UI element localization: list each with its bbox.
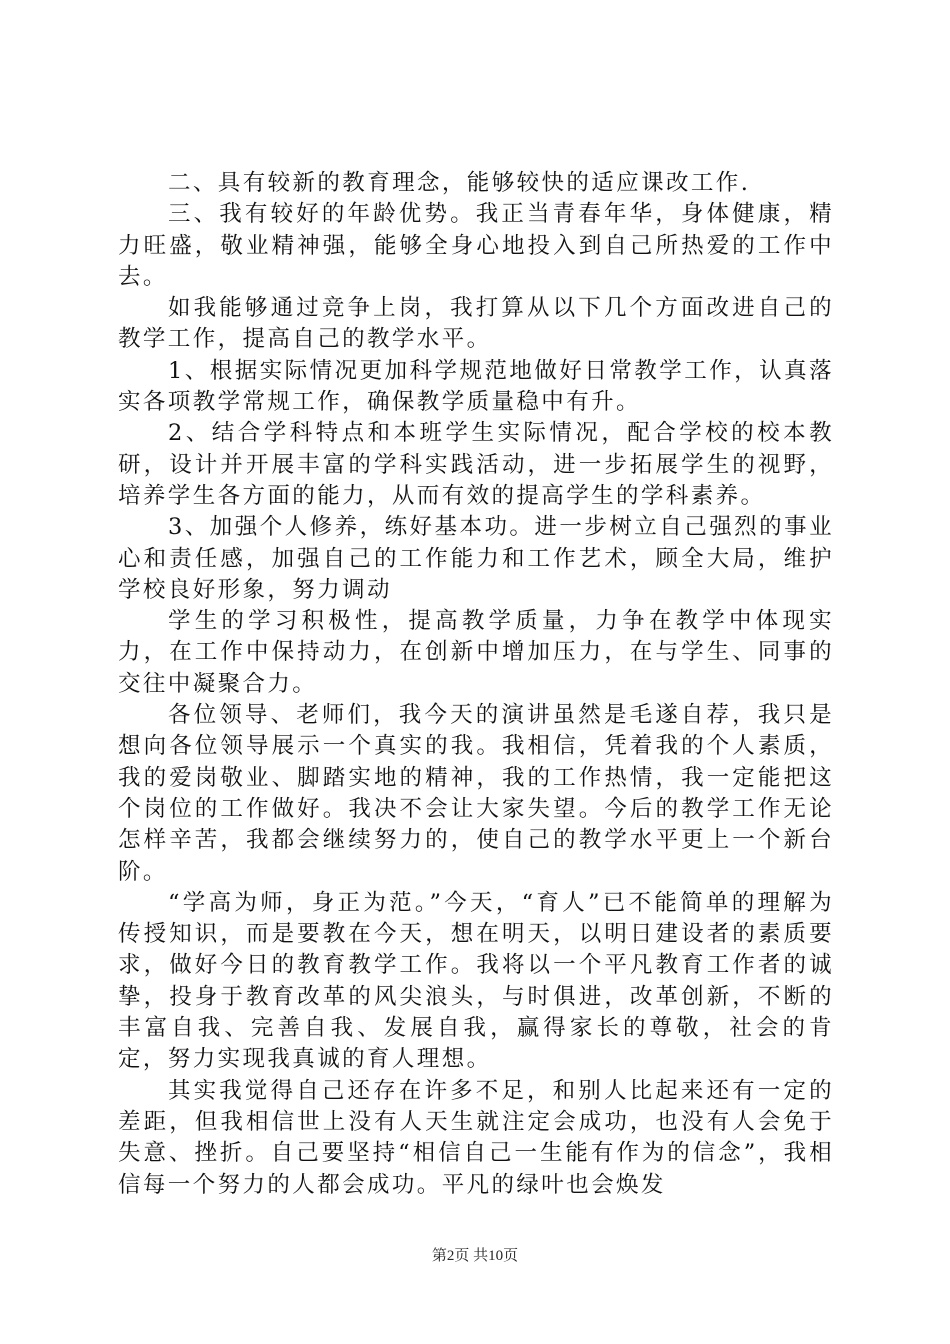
paragraph: 其实我觉得自己还存在许多不足，和别人比起来还有一定的差距，但我相信世上没有人天生就注定会成功，也没有人会免于失意、挫折。自己要坚持“相信自己一生能有作为的信念”，我相信每一个努力的人都会成功。平凡的绿叶也会焕发 xyxy=(118,1077,834,1198)
paragraph: 如我能够通过竞争上岗，我打算从以下几个方面改进自己的教学工作，提高自己的教学水平。 xyxy=(118,295,834,353)
paragraph: 二、具有较新的教育理念，能够较快的适应课改工作. xyxy=(168,170,751,196)
paragraph: “学高为师，身正为范。”今天，“育人”已不能简单的理解为传授知识，而是要教在今天，想在明天，以明日建设者的素质要求，做好今日的教育教学工作。我将以一个平凡教育工作者的诚挚，投身于教育改革的风尖浪头，与时俱进，改革创新，不断的丰富自我、完善自我、发展自我，赢得家长的尊敬，社会的肯定，努力实现我真诚的育人理想。 xyxy=(118,889,834,1073)
paragraph: 三、我有较好的年龄优势。我正当青春年华，身体健康，精力旺盛，敬业精神强，能够全身心地投入到自己所热爱的工作中去。 xyxy=(118,201,834,290)
paragraph: 3、加强个人修养，练好基本功。进一步树立自己强烈的事业心和责任感，加强自己的工作能力和工作艺术，顾全大局，维护学校良好形象，努力调动 xyxy=(118,514,834,603)
paragraph: 1、根据实际情况更加科学规范地做好日常教学工作，认真落实各项教学常规工作，确保教学质量稳中有升。 xyxy=(118,357,834,416)
paragraph: 各位领导、老师们，我今天的演讲虽然是毛遂自荐，我只是想向各位领导展示一个真实的我。我相信，凭着我的个人素质，我的爱岗敬业、脚踏实地的精神，我的工作热情，我一定能把这个岗位的工作做好。我决不会让大家失望。今后的教学工作无论怎样辛苦，我都会继续努力的，使自己的教学水平更上一个新台阶。 xyxy=(118,702,834,885)
paragraph: 2、结合学科特点和本班学生实际情况，配合学校的校本教研，设计并开展丰富的学科实践活动，进一步拓展学生的视野，培养学生各方面的能力，从而有效的提高学生的学科素养。 xyxy=(118,420,834,509)
paragraph: 学生的学习积极性，提高教学质量，力争在教学中体现实力，在工作中保持动力，在创新中增加压力，在与学生、同事的交往中凝聚合力。 xyxy=(118,608,834,697)
page-footer: 第2页 共10页 xyxy=(431,1248,519,1264)
document-body xyxy=(118,168,834,1201)
